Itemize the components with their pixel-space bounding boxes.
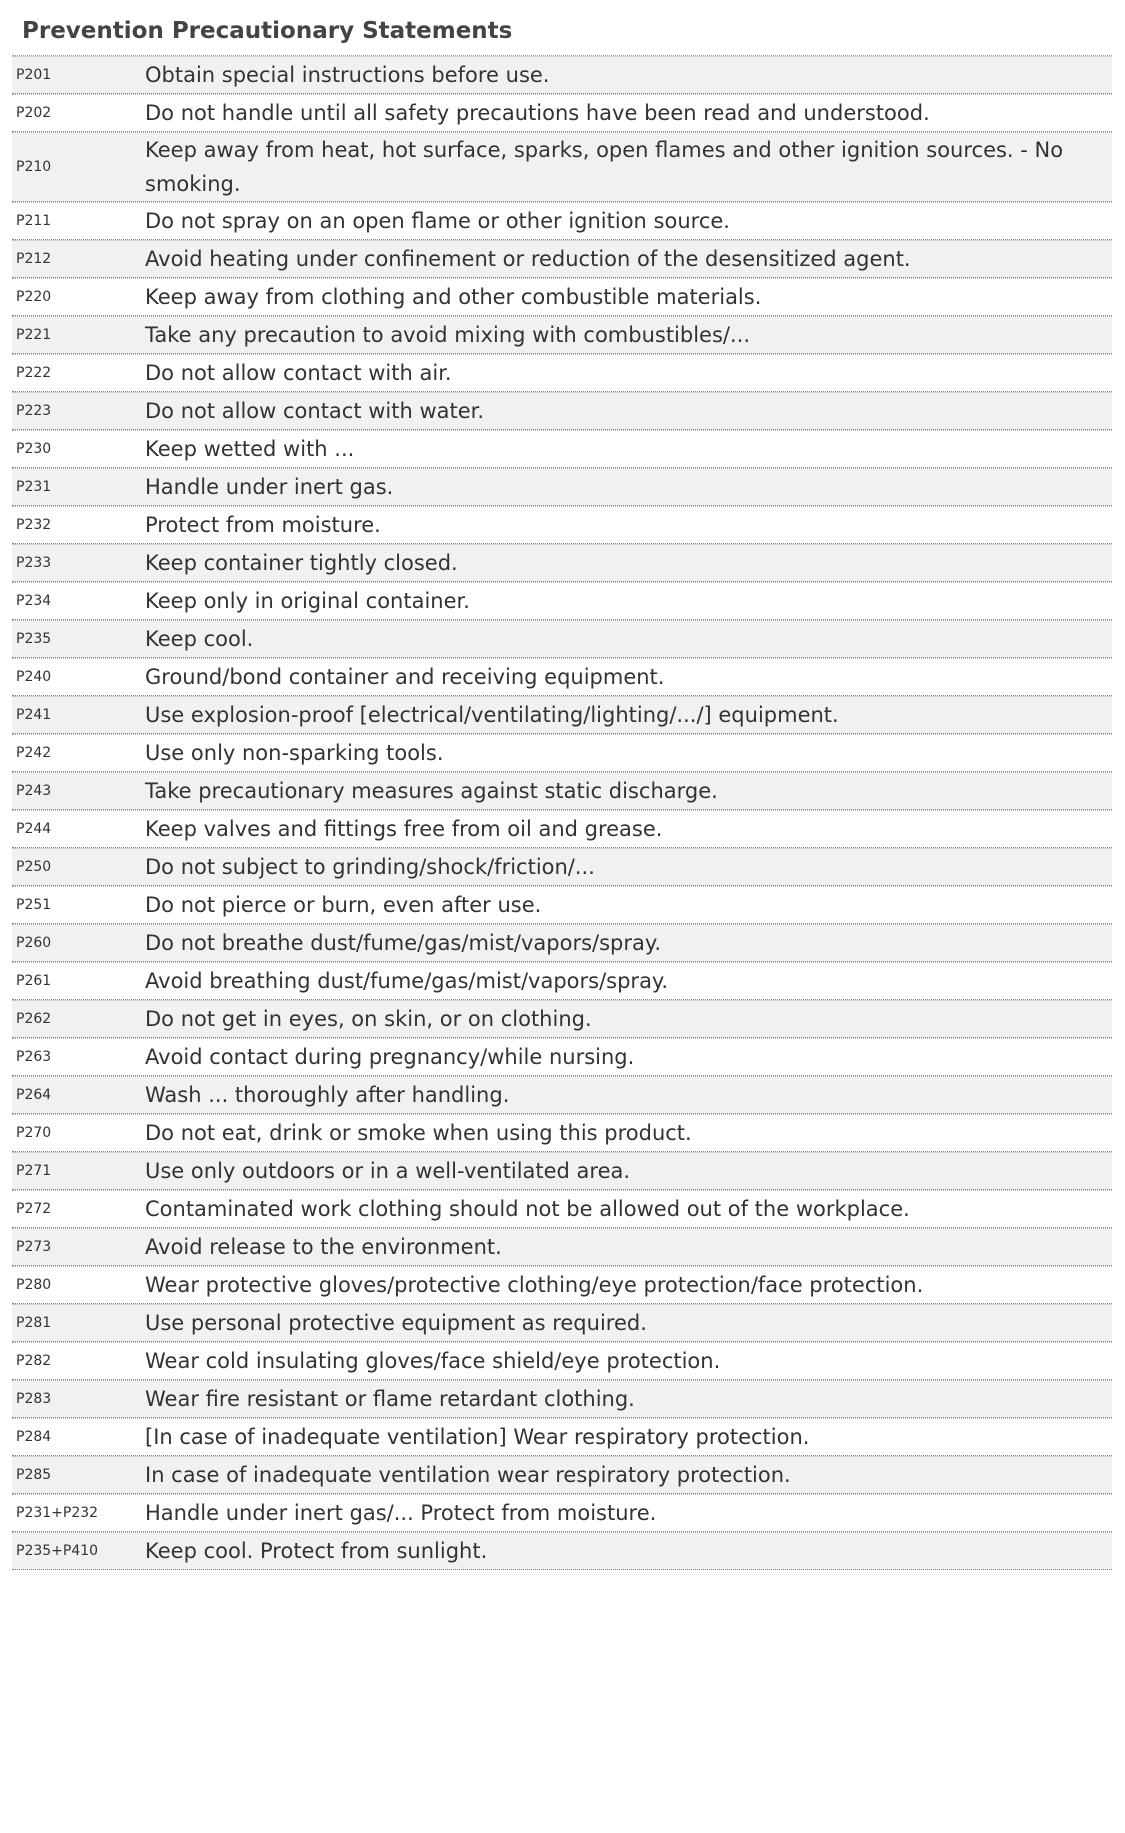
- statement-text: Keep only in original container.: [145, 589, 470, 613]
- statement-row: [12, 1494, 1112, 1532]
- statement-text: Keep cool.: [145, 627, 254, 651]
- statement-code: P220: [16, 289, 52, 305]
- statement-text: Wear fire resistant or flame retardant clothing.: [145, 1387, 635, 1411]
- statement-text: Do not breathe dust/fume/gas/mist/vapors/spray.: [145, 931, 661, 955]
- statement-text: Do not allow contact with air.: [145, 361, 452, 385]
- statement-code: P271: [16, 1163, 52, 1179]
- statement-row: [12, 1266, 1112, 1304]
- statement-row: [12, 506, 1112, 544]
- statement-text: Keep wetted with ...: [145, 437, 355, 461]
- statement-text: Avoid contact during pregnancy/while nursing.: [145, 1045, 635, 1069]
- statement-row: [12, 582, 1112, 620]
- statement-row: [12, 1532, 1112, 1570]
- statement-code: P251: [16, 897, 52, 913]
- statement-code: P235+P410: [16, 1543, 99, 1559]
- statement-row: [12, 1228, 1112, 1266]
- statement-text: Take precautionary measures against static discharge.: [145, 779, 718, 803]
- statement-text: Use personal protective equipment as required.: [145, 1311, 647, 1335]
- statement-row: [12, 1304, 1112, 1342]
- statement-row: [12, 1038, 1112, 1076]
- statement-row: [12, 1380, 1112, 1418]
- statement-code: P270: [16, 1125, 52, 1141]
- statement-text: Contaminated work clothing should not be allowed out of the workplace.: [145, 1197, 910, 1221]
- statement-row: [12, 810, 1112, 848]
- statement-text: Do not pierce or burn, even after use.: [145, 893, 542, 917]
- statement-text: Do not subject to grinding/shock/friction/...: [145, 855, 595, 879]
- statement-text: In case of inadequate ventilation wear respiratory protection.: [145, 1463, 791, 1487]
- statement-text: Do not allow contact with water.: [145, 399, 485, 423]
- statement-row: [12, 962, 1112, 1000]
- statement-code: P263: [16, 1049, 52, 1065]
- statement-row: [12, 240, 1112, 278]
- precautionary-statements-document: [12, 0, 1112, 1570]
- statement-text: Keep valves and fittings free from oil and grease.: [145, 817, 663, 841]
- statement-code: P212: [16, 251, 52, 267]
- statement-code: P211: [16, 213, 52, 229]
- statement-row: [12, 1152, 1112, 1190]
- statement-row: [12, 316, 1112, 354]
- statement-row: [12, 1190, 1112, 1228]
- statement-row: [12, 658, 1112, 696]
- statement-text: Keep container tightly closed.: [145, 551, 458, 575]
- statement-row: [12, 544, 1112, 582]
- statement-text: Do not eat, drink or smoke when using this product.: [145, 1121, 692, 1145]
- section-title: Prevention Precautionary Statements: [12, 0, 1112, 56]
- statement-code: P272: [16, 1201, 52, 1217]
- statement-text: [In case of inadequate ventilation] Wear respiratory protection.: [145, 1425, 810, 1449]
- statement-code: P243: [16, 783, 52, 799]
- statement-code: P231: [16, 479, 52, 495]
- statement-text: Use only non-sparking tools.: [145, 741, 444, 765]
- statement-row: [12, 56, 1112, 94]
- statement-row: [12, 696, 1112, 734]
- statement-text: Wear cold insulating gloves/face shield/eye protection.: [145, 1349, 721, 1373]
- statement-row: [12, 1456, 1112, 1494]
- statement-text: Protect from moisture.: [145, 513, 381, 537]
- statement-code: P250: [16, 859, 52, 875]
- statement-text: Take any precaution to avoid mixing with combustibles/...: [145, 323, 751, 347]
- statement-code: P221: [16, 327, 52, 343]
- statement-text: Handle under inert gas/... Protect from moisture.: [145, 1501, 657, 1525]
- statement-row: [12, 848, 1112, 886]
- statement-code: P261: [16, 973, 52, 989]
- statement-row: [12, 734, 1112, 772]
- statement-code: P201: [16, 67, 52, 83]
- statement-code: P285: [16, 1467, 52, 1483]
- statement-text: Keep cool. Protect from sunlight.: [145, 1539, 488, 1563]
- statement-text: Avoid release to the environment.: [145, 1235, 502, 1259]
- statement-text: Do not handle until all safety precautions have been read and understood.: [145, 101, 930, 125]
- statement-text: Wear protective gloves/protective clothing/eye protection/face protection.: [145, 1273, 924, 1297]
- statement-code: P284: [16, 1429, 52, 1445]
- statement-code: P231+P232: [16, 1505, 99, 1521]
- statement-text: Wash ... thoroughly after handling.: [145, 1083, 510, 1107]
- statement-code: P280: [16, 1277, 52, 1293]
- statement-row: [12, 132, 1112, 202]
- statement-row: [12, 202, 1112, 240]
- statement-code: P235: [16, 631, 52, 647]
- statement-code: P210: [16, 159, 52, 175]
- statement-code: P233: [16, 555, 52, 571]
- statement-text: Do not get in eyes, on skin, or on clothing.: [145, 1007, 592, 1031]
- statement-row: [12, 620, 1112, 658]
- statements-table: [12, 56, 1112, 1570]
- statement-row: [12, 1000, 1112, 1038]
- statement-row: [12, 924, 1112, 962]
- statement-row: [12, 430, 1112, 468]
- statement-code: P222: [16, 365, 52, 381]
- statement-row: [12, 1342, 1112, 1380]
- statement-text: Do not spray on an open flame or other ignition source.: [145, 209, 730, 233]
- statement-code: P240: [16, 669, 52, 685]
- statement-row: [12, 772, 1112, 810]
- statement-row: [12, 468, 1112, 506]
- statement-code: P281: [16, 1315, 52, 1331]
- statement-text: Obtain special instructions before use.: [145, 63, 550, 87]
- statement-row: [12, 278, 1112, 316]
- statement-code: P264: [16, 1087, 52, 1103]
- statement-code: P244: [16, 821, 52, 837]
- statement-text: Use only outdoors or in a well-ventilated area.: [145, 1159, 631, 1183]
- statement-code: P232: [16, 517, 52, 533]
- statement-text: Keep away from heat, hot surface, sparks, open flames and other ignition sources. - No smoking.: [145, 138, 1064, 196]
- statement-code: P282: [16, 1353, 52, 1369]
- statement-code: P241: [16, 707, 52, 723]
- statement-code: P242: [16, 745, 52, 761]
- statement-row: [12, 886, 1112, 924]
- statement-row: [12, 392, 1112, 430]
- statement-text: Handle under inert gas.: [145, 475, 394, 499]
- statement-text: Avoid heating under confinement or reduction of the desensitized agent.: [145, 247, 911, 271]
- statement-code: P262: [16, 1011, 52, 1027]
- statement-text: Keep away from clothing and other combustible materials.: [145, 285, 762, 309]
- statement-code: P260: [16, 935, 52, 951]
- statement-code: P223: [16, 403, 52, 419]
- statement-code: P234: [16, 593, 52, 609]
- statement-row: [12, 1418, 1112, 1456]
- statement-text: Ground/bond container and receiving equipment.: [145, 665, 665, 689]
- statement-row: [12, 1114, 1112, 1152]
- statement-text: Use explosion-proof [electrical/ventilating/lighting/.../] equipment.: [145, 703, 839, 727]
- statement-code: P230: [16, 441, 52, 457]
- statement-row: [12, 354, 1112, 392]
- statement-code: P273: [16, 1239, 52, 1255]
- statement-code: P202: [16, 105, 52, 121]
- statement-row: [12, 1076, 1112, 1114]
- statement-code: P283: [16, 1391, 52, 1407]
- statement-text: Avoid breathing dust/fume/gas/mist/vapors/spray.: [145, 969, 669, 993]
- statement-row: [12, 94, 1112, 132]
